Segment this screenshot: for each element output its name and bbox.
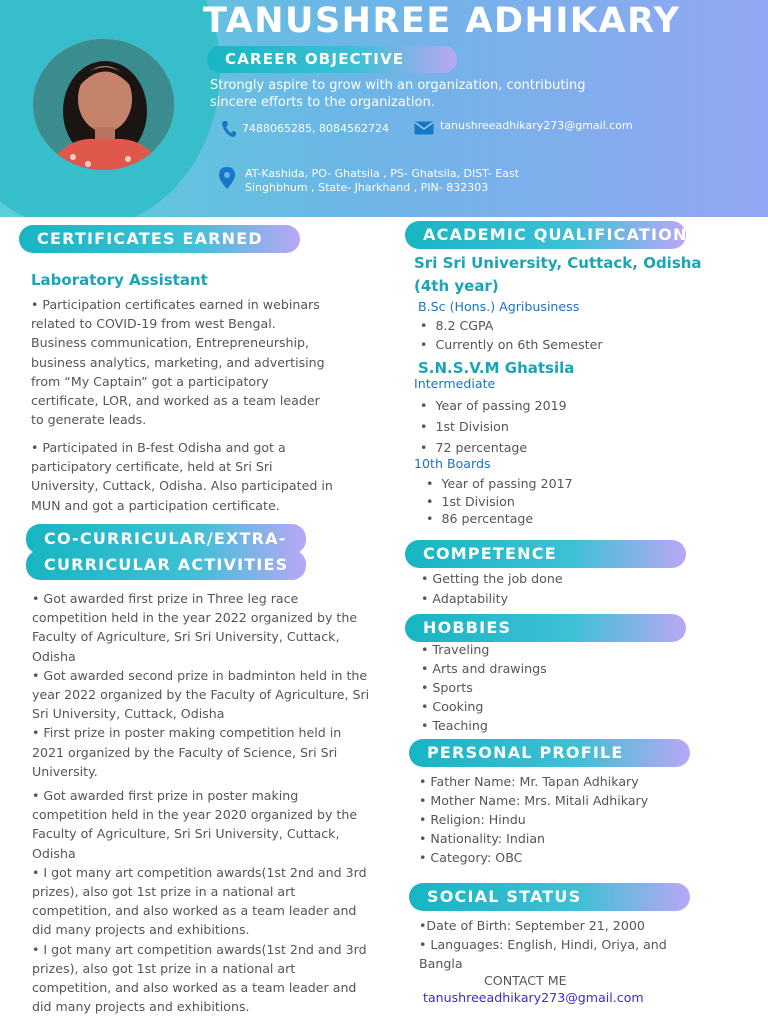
competence-heading: COMPETENCE [405,540,686,568]
phone-icon [221,120,237,142]
competence-list [421,569,563,608]
phone-numbers: 7488065285, 8084562724 [242,122,389,135]
list-item: • Nationality: Indian [419,831,546,846]
date-of-birth: •Date of Birth: September 21, 2000 [419,918,645,933]
degree-details [420,316,603,354]
academic-heading: ACADEMIC QUALIFICATION [405,221,686,249]
university-year: (4th year) [414,277,499,295]
certificate-role-title: Laboratory Assistant [31,271,208,289]
list-item: • Currently on 6th Semester [420,337,603,352]
tenth-boards-label: 10th Boards [414,456,491,471]
contact-email-link[interactable]: tanushreeadhikary273@gmail.com [423,990,644,1005]
languages: • Languages: English, Hindi, Oriya, and Bangla [419,937,667,972]
list-item: • Category: OBC [419,850,523,865]
list-item: • Adaptability [421,590,509,606]
intermediate-label: Intermediate [414,376,496,391]
activities-list-1: • Got awarded first prize in Three leg race competition held in the year 2022 organized by the Faculty of Agriculture, Sri Sri University, Cuttack, Odisha • Got awarded second prize in badminton held in the year 2022 organized by the Faculty of Agriculture, Sri Sri University, Cuttack, Odisha • First prize in poster making competition held in 2021 organized by the Faculty of Science, Sri Sri University. [32,591,370,779]
tenth-details [426,475,573,528]
list-item: • Traveling [421,642,490,657]
profile-photo [31,37,176,172]
social-status-heading: SOCIAL STATUS [409,883,690,911]
list-item: • 86 percentage [426,511,534,526]
list-item: • Mother Name: Mrs. Mitali Adhikary [419,793,649,808]
hobbies-list [421,640,547,735]
list-item: • Sports [421,680,473,695]
contact-me-label: CONTACT ME [484,973,567,988]
list-item: • Year of passing 2017 [426,476,573,491]
certificates-paragraph-1: • Participation certificates earned in webinars related to COVID-19 from west Bengal. Business communication, Entrepreneurship, business analytics, marketing, and advertising from “My Captain” got a participatory certificate, LOR, and worked as a team leader to generate leads. [31,297,325,428]
hobbies-heading: HOBBIES [405,614,686,642]
career-objective-heading: CAREER OBJECTIVE [207,46,457,73]
list-item: • Religion: Hindu [419,812,526,827]
list-item: • 72 percentage [420,440,528,455]
school-name: S.N.S.V.M Ghatsila [418,359,575,377]
personal-profile-list [419,772,648,867]
university-name: Sri Sri University, Cuttack, Odisha [414,254,702,272]
career-objective-text: Strongly aspire to grow with an organization, contributing sincere efforts to the organization. [210,78,586,110]
email-icon [414,120,434,139]
certificates-heading: CERTIFICATES EARNED [19,225,300,253]
email-address[interactable]: tanushreeadhikary273@gmail.com [440,119,633,132]
candidate-name: TANUSHREE ADHIKARY [203,1,681,41]
postal-address: AT-Kashida, PO- Ghatsila , PS- Ghatsila, DIST- East Singhbhum , State- Jharkhand , PIN- 832303 [245,167,520,194]
list-item: • 1st Division [420,419,509,434]
location-pin-icon [219,167,235,193]
certificates-paragraph-2: • Participated in B-fest Odisha and got a participatory certificate, held at Sri Sri University, Cuttack, Odisha. Also participated in MUN and got a participation certificate. [31,440,333,513]
list-item: • 1st Division [426,493,515,509]
activities-list-2: • Got awarded first prize in poster making competition held in the year 2020 organized by the Faculty of Agriculture, Sri Sri University, Cuttack, Odisha • I got many art competition awards(1st 2nd and 3rd prizes), also got 1st prize in a national art competition, and also worked as a team leader and did many projects and exhibitions. • I got many art competition awards(1st 2nd and 3rd prizes), also got 1st prize in a national art competition, and also worked as a team leader and did many projects and exhibitions. [32,788,367,1015]
list-item: • Father Name: Mr. Tapan Adhikary [419,774,639,789]
list-item: • Year of passing 2019 [420,398,567,413]
list-item: • Cooking [421,699,484,714]
activities-heading-line-1: CO-CURRICULAR/EXTRA- [26,524,306,554]
intermediate-details [420,395,567,458]
list-item: • Arts and drawings [421,661,547,676]
list-item: • 8.2 CGPA [420,318,494,333]
header-banner [0,0,768,217]
degree-name: B.Sc (Hons.) Agribusiness [418,299,580,314]
personal-profile-heading: PERSONAL PROFILE [409,739,690,767]
activities-heading-line-2: CURRICULAR ACTIVITIES [26,550,306,580]
list-item: • Getting the job done [421,571,563,586]
list-item: • Teaching [421,718,488,733]
